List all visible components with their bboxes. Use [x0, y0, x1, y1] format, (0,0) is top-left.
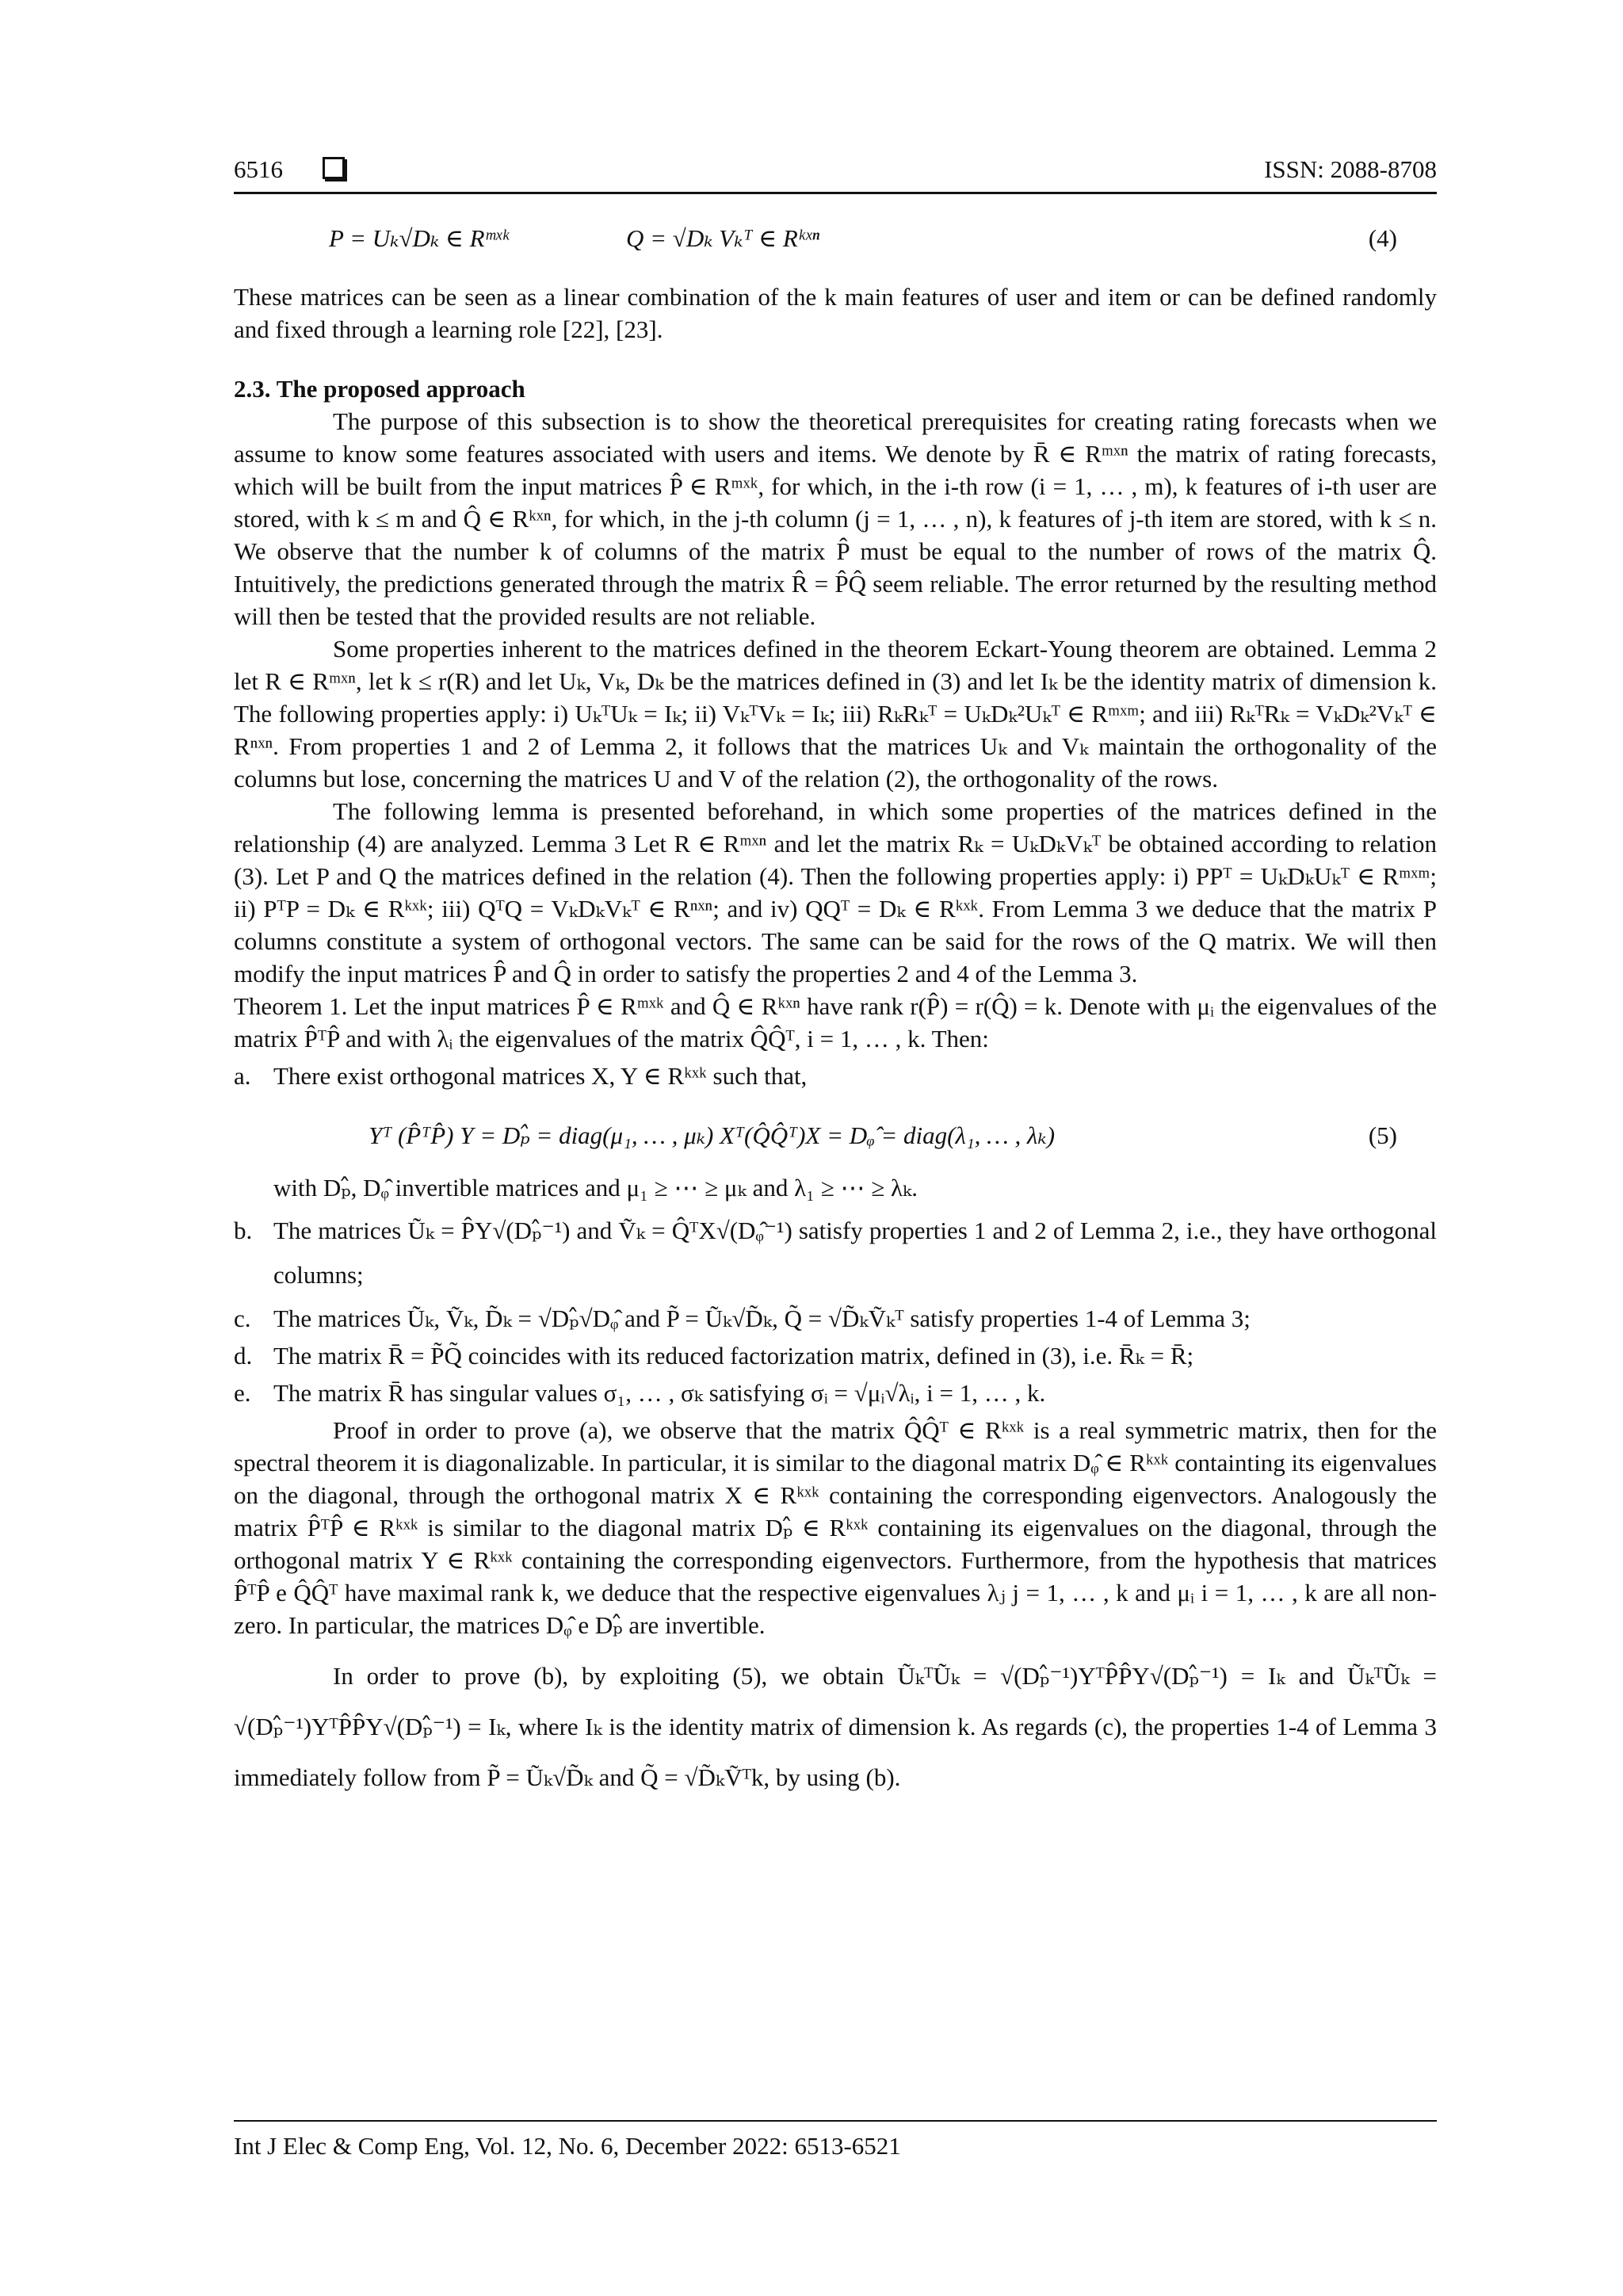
paragraph: Proof in order to prove (a), we observe that the matrix Q̂Q̂ᵀ ∈ Rᵏˣᵏ is a real symmetric matrix, then for the spectral theorem it is diagonalizable. In particular, it is similar to the diagonal matrix Dᵩ̂ ∈ Rᵏˣᵏ containting its eigenvalues on the diagonal, through the orthogonal matrix X ∈ Rᵏˣᵏ containing the corresponding eigenvectors. Analogously the matrix P̂ᵀP̂ ∈ Rᵏˣᵏ is similar to the diagonal matrix Dₚ̂ ∈ Rᵏˣᵏ containing its eigenvalues on the diagonal, through the orthogonal matrix Y ∈ Rᵏˣᵏ containing the corresponding eigenvectors. Furthermore, from the hypothesis that matrices P̂ᵀP̂ e Q̂Q̂ᵀ have maximal rank k, we deduce that the respective eigenvalues λⱼ j = 1, … , k and μᵢ i = 1, … , k are all non-zero. In particular, the matrices Dᵩ̂ e Dₚ̂ are invertible.	[234, 1416, 1437, 1639]
theorem-statement: Theorem 1. Let the input matrices P̂ ∈ Rᵐˣᵏ and Q̂ ∈ Rᵏˣⁿ have rank r(P̂) = r(Q̂) = k. Denote with μᵢ the eigenvalues of the matrix P̂ᵀP̂ and with λᵢ the eigenvalues of the matrix Q̂Q̂ᵀ, i = 1, … , k. Then:	[234, 992, 1437, 1052]
footer-citation: Int J Elec & Comp Eng, Vol. 12, No. 6, December 2022: 6513-6521	[234, 2132, 901, 2160]
paragraph: Some properties inherent to the matrices defined in the theorem Eckart-Young theorem are obtained. Lemma 2 let R ∈ Rᵐˣⁿ, let k ≤ r(R) and let Uₖ, Vₖ, Dₖ be the matrices defined in (3) and let Iₖ be the identity matrix of dimension k. The following properties apply: i) UₖᵀUₖ = Iₖ; ii) VₖᵀVₖ = Iₖ; iii) RₖRₖᵀ = UₖDₖ²Uₖᵀ ∈ Rᵐˣᵐ; and iii) RₖᵀRₖ = VₖDₖ²Vₖᵀ ∈ Rⁿˣⁿ. From properties 1 and 2 of Lemma 2, it follows that the matrices Uₖ and Vₖ maintain the orthogonality of the columns but lose, concerning the matrices U and V of the relation (2), the orthogonality of the rows.	[234, 635, 1437, 793]
issn: ISSN: 2088-8708	[1264, 155, 1437, 183]
theorem-list	[234, 1060, 1437, 1409]
list-item: b. The matrices Ũₖ = P̂Y√(Dₚ̂⁻¹) and Ṽₖ = Q̂ᵀX√(Dᵩ̂⁻¹) satisfy properties 1 and 2 of Lemma 2, i.e., they have orthogonal columns;	[234, 1217, 1437, 1289]
equation-number: (4)	[1368, 224, 1397, 252]
footer-rule	[234, 2120, 1437, 2122]
list-item: a. There exist orthogonal matrices X, Y ∈ Rᵏˣᵏ such that, Yᵀ (P̂ᵀP̂) Y = Dₚ̂ = diag(μ₁, … , μₖ) Xᵀ(Q̂Q̂ᵀ)X = Dᵩ̂ = diag(λ₁, … , λₖ) (5) with Dₚ̂, Dᵩ̂ invertible matrices and μ₁ ≥ ⋯ ≥ μₖ and λ₁ ≥ ⋯ ≥ λₖ.	[234, 1060, 1437, 1204]
equation-5: Yᵀ (P̂ᵀP̂) Y = Dₚ̂ = diag(μ₁, … , μₖ) Xᵀ(Q̂Q̂ᵀ)X = Dᵩ̂ = diag(λ₁, … , λₖ) (5)	[273, 1092, 1437, 1179]
paragraph: In order to prove (b), by exploiting (5), we obtain ŨₖᵀŨₖ = √(Dₚ̂⁻¹)YᵀP̂P̂Y√(Dₚ̂⁻¹) = Iₖ and ŨₖᵀŨₖ = √(Dₚ̂⁻¹)YᵀP̂P̂Y√(Dₚ̂⁻¹) = Iₖ, where Iₖ is the identity matrix of dimension k. As regards (c), the properties 1-4 of Lemma 3 immediately follow from P̃ = Ũₖ√D̃ₖ and Q̃ = √D̃ₖṼᵀk, by using (b).	[234, 1662, 1437, 1791]
equation-4	[234, 214, 1437, 269]
list-item: d. The matrix R̄ = P̃Q̃ coincides with its reduced factorization matrix, defined in (3), i.e. R̄ₖ = R̄;	[234, 1342, 1194, 1370]
header-rule	[234, 192, 1437, 194]
equation-4-center: Q = √Dₖ Vₖᵀ ∈ Rᵏˣⁿ	[626, 224, 820, 252]
list-item: c. The matrices Ũₖ, Ṽₖ, D̃ₖ = √Dₚ̂√Dᵩ̂ and P̃ = Ũₖ√D̃ₖ, Q̃ = √D̃ₖṼₖᵀ satisfy properties 1-4 of Lemma 3;	[234, 1305, 1251, 1332]
equation-4-left: P = Uₖ√Dₖ ∈ Rᵐˣᵏ	[329, 224, 509, 252]
paragraph: The purpose of this subsection is to show the theoretical prerequisites for creating rating forecasts when we assume to know some features associated with users and items. We denote by R̄ ∈ Rᵐˣⁿ the matrix of rating forecasts, which will be built from the input matrices P̂ ∈ Rᵐˣᵏ, for which, in the i-th row (i = 1, … , m), k features of i-th user are stored, with k ≤ m and Q̂ ∈ Rᵏˣⁿ, for which, in the j-th column (j = 1, … , n), k features of j-th item are stored, with k ≤ n. We observe that the number k of columns of the matrix P̂ must be equal to the number of rows of the matrix Q̂. Intuitively, the predictions generated through the matrix R̂ = P̂Q̂ seem reliable. The error returned by the resulting method will then be tested that the provided results are not reliable.	[234, 407, 1437, 630]
page-number: 6516	[234, 155, 283, 183]
square-bullet-icon	[323, 157, 345, 179]
page-body	[234, 214, 1437, 1803]
section-heading: 2.3. The proposed approach	[234, 375, 525, 403]
paragraph: These matrices can be seen as a linear combination of the k main features of user and item or can be defined randomly and fixed through a learning role [22], [23].	[234, 283, 1437, 343]
paragraph: The following lemma is presented beforehand, in which some properties of the matrices defined in the relationship (4) are analyzed. Lemma 3 Let R ∈ Rᵐˣⁿ and let the matrix Rₖ = UₖDₖVₖᵀ be obtained according to relation (3). Let P and Q the matrices defined in the relation (4). Then the following properties apply: i) PPᵀ = UₖDₖUₖᵀ ∈ Rᵐˣᵐ; ii) PᵀP = Dₖ ∈ Rᵏˣᵏ; iii) QᵀQ = VₖDₖVₖᵀ ∈ Rⁿˣⁿ; and iv) QQᵀ = Dₖ ∈ Rᵏˣᵏ. From Lemma 3 we deduce that the matrix P columns constitute a system of orthogonal vectors. The same can be said for the rows of the Q matrix. We will then modify the input matrices P̂ and Q̂ in order to satisfy the properties 2 and 4 of the Lemma 3.	[234, 797, 1437, 988]
equation-number: (5)	[1368, 1121, 1397, 1149]
page-header	[234, 155, 1437, 195]
list-item: e. The matrix R̄ has singular values σ₁, … , σₖ satisfying σᵢ = √μᵢ√λᵢ, i = 1, … , k.	[234, 1379, 1046, 1407]
